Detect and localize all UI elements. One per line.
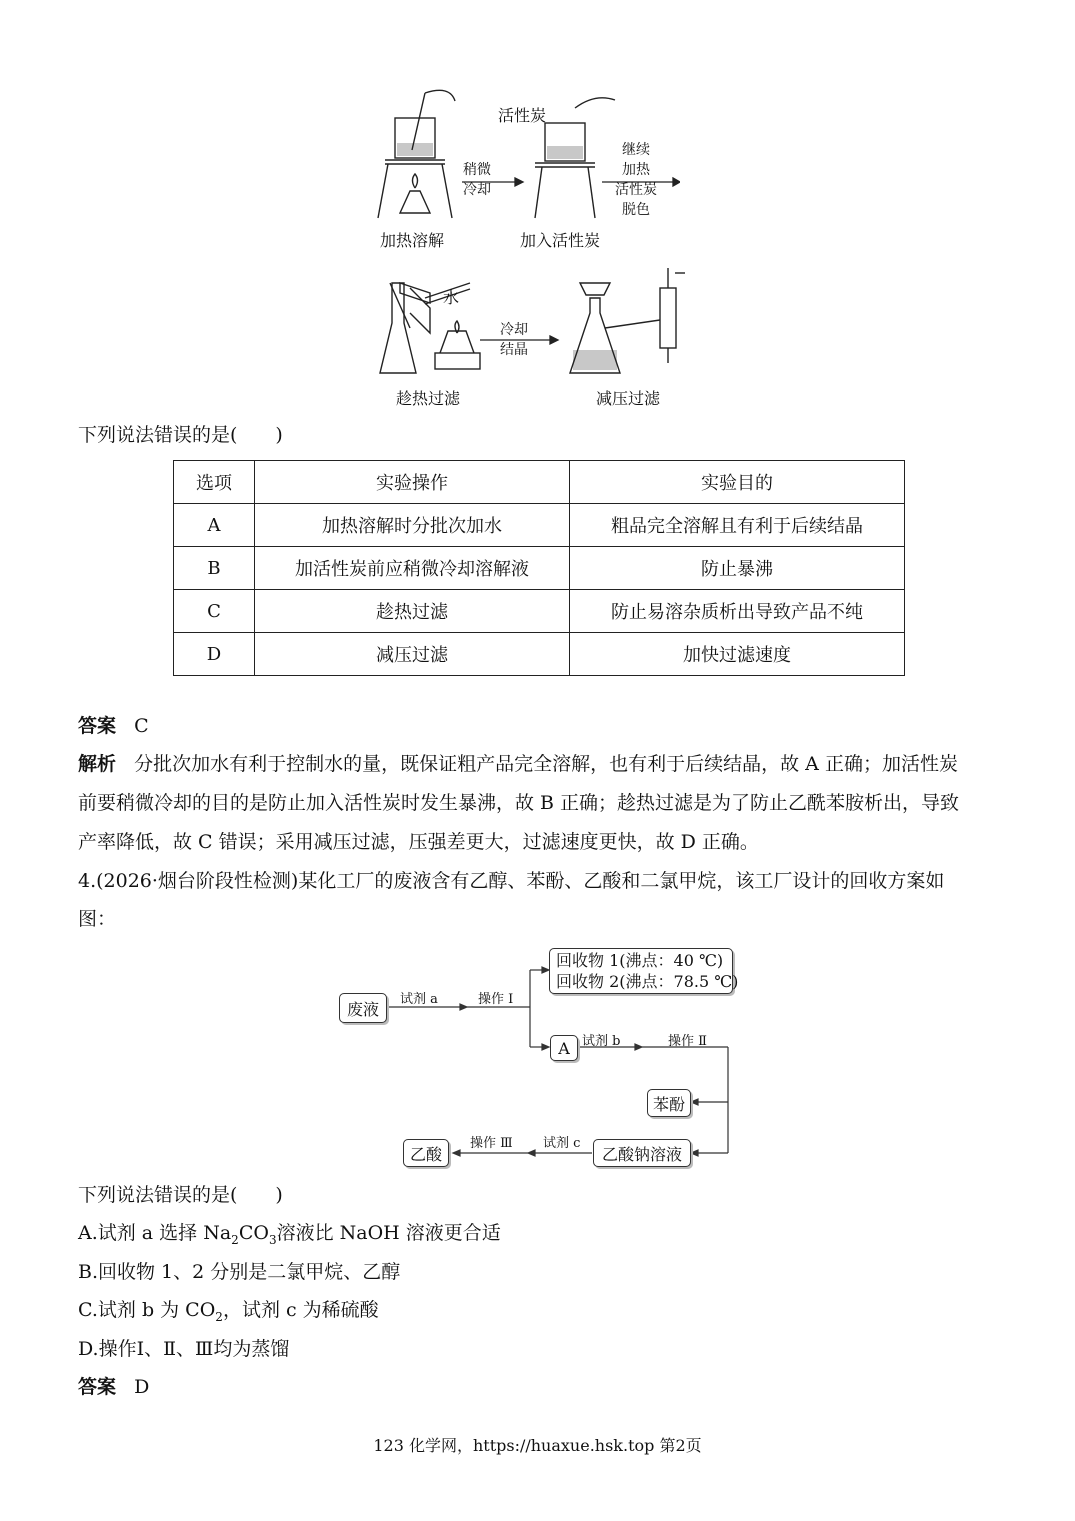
table-cell: 减压过滤	[255, 633, 570, 676]
flow-acetic-acid-box: 乙酸	[403, 1139, 449, 1167]
flow-sodium-acetate-box: 乙酸钠溶液	[593, 1139, 691, 1167]
arrow2-line2: 加热	[622, 162, 650, 178]
table-header-row	[174, 461, 905, 504]
arrow3-text	[500, 320, 528, 360]
q3-answer	[78, 713, 149, 739]
q4-option-a	[78, 1220, 501, 1253]
table-row	[174, 547, 905, 590]
flow-reagent-c: 试剂 c	[543, 1136, 581, 1151]
arrow2-text	[615, 140, 657, 220]
step2-label: 活性炭	[498, 106, 547, 125]
table-row	[174, 633, 905, 676]
table-header: 选项	[174, 461, 255, 504]
arrow1-line1: 稍微	[463, 162, 491, 178]
table-cell: 趁热过滤	[255, 590, 570, 633]
arrow2-line1: 继续	[622, 142, 650, 158]
step3-caption: 趁热过滤	[396, 389, 461, 408]
q4-option-d: D.操作Ⅰ、Ⅱ、Ⅲ均为蒸馏	[78, 1338, 290, 1360]
table-cell: 加活性炭前应稍微冷却溶解液	[255, 547, 570, 590]
q3-analysis-line3: 产率降低，故 C 错误；采用减压过滤，压强差更大，过滤速度更快，故 D 正确。	[78, 831, 759, 853]
table-row	[174, 504, 905, 547]
table-row	[174, 590, 905, 633]
flow-op3: 操作 Ⅲ	[470, 1136, 513, 1151]
flow-reagent-b: 试剂 b	[582, 1034, 621, 1049]
option-a-part2: CO	[238, 1222, 269, 1244]
flow-op1: 操作 Ⅰ	[478, 992, 514, 1007]
table-cell: B	[174, 547, 255, 590]
q4-stem2: 下列说法错误的是( )	[78, 1184, 283, 1206]
option-c-part2: ，试剂 c 为稀硫酸	[222, 1299, 379, 1321]
answer-label: 答案	[78, 1376, 117, 1398]
analysis-text: 分批次加水有利于控制水的量，既保证粗产品完全溶解，也有利于后续结晶，故 A 正确；加活性炭	[134, 753, 958, 775]
q3-analysis-line2: 前要稍微冷却的目的是防止加入活性炭时发生暴沸，故 B 正确；趁热过滤是为了防止乙酰苯胺析出，导致	[78, 792, 960, 814]
q4-stem-line1: 4.(2026·烟台阶段性检测)某化工厂的废液含有乙醇、苯酚、乙酸和二氯甲烷，该工厂设计的回收方案如	[78, 870, 945, 892]
arrow3-line2: 结晶	[500, 342, 528, 358]
flow-op2: 操作 Ⅱ	[668, 1034, 707, 1049]
table-cell: 防止易溶杂质析出导致产品不纯	[570, 590, 905, 633]
table-cell: A	[174, 504, 255, 547]
table-header: 实验目的	[570, 461, 905, 504]
option-a-part1: A.试剂 a 选择 Na	[78, 1222, 232, 1244]
q3-analysis-line1	[78, 751, 958, 777]
table-cell: 防止暴沸	[570, 547, 905, 590]
q4-option-c	[78, 1297, 379, 1330]
flow-A-box: A	[550, 1035, 578, 1061]
step1-caption: 加热溶解	[380, 231, 445, 250]
option-c-sub: 2	[215, 1309, 223, 1324]
table-cell: 加快过滤速度	[570, 633, 905, 676]
arrow3-line1: 冷却	[500, 322, 528, 338]
option-c-part1: C.试剂 b 为 CO	[78, 1299, 216, 1321]
arrow1-line2: 冷却	[463, 182, 491, 198]
arrow2-line4: 脱色	[622, 202, 650, 218]
flow-recovered1: 回收物 1(沸点：40 ℃)	[556, 951, 724, 970]
flow-waste-box: 废液	[339, 993, 387, 1023]
flow-reagent-a: 试剂 a	[400, 992, 438, 1007]
flow-phenol-box: 苯酚	[647, 1089, 691, 1117]
table-cell: C	[174, 590, 255, 633]
table-header: 实验操作	[255, 461, 570, 504]
page-footer: 123 化学网，https://huaxue.hsk.top 第2页	[373, 1436, 702, 1455]
q4-answer	[78, 1374, 149, 1400]
table-cell: 粗品完全溶解且有利于后续结晶	[570, 504, 905, 547]
answer-value: C	[134, 715, 149, 737]
table-cell: D	[174, 633, 255, 676]
option-a-sub1: 2	[231, 1232, 239, 1247]
step4-caption: 减压过滤	[596, 389, 661, 408]
option-a-part3: 溶液比 NaOH 溶液更合适	[276, 1222, 501, 1244]
q4-stem-line2: 图：	[78, 908, 117, 930]
q3-stem: 下列说法错误的是( )	[78, 424, 283, 446]
q4-option-b: B.回收物 1、2 分别是二氯甲烷、乙醇	[78, 1261, 401, 1283]
answer-value: D	[134, 1376, 150, 1398]
arrow2-line3: 活性炭	[615, 182, 657, 198]
option-a-sub2: 3	[268, 1232, 277, 1247]
flow-recovered2: 回收物 2(沸点：78.5 ℃)	[556, 972, 739, 991]
arrow1-text	[463, 160, 491, 200]
table-cell: 加热溶解时分批次加水	[255, 504, 570, 547]
answer-label: 答案	[78, 715, 117, 737]
flow-recovered-box	[549, 948, 739, 994]
step3-label: 水	[443, 288, 460, 307]
analysis-label: 解析	[78, 753, 117, 775]
step2-caption: 加入活性炭	[520, 231, 601, 250]
options-table	[173, 460, 905, 676]
